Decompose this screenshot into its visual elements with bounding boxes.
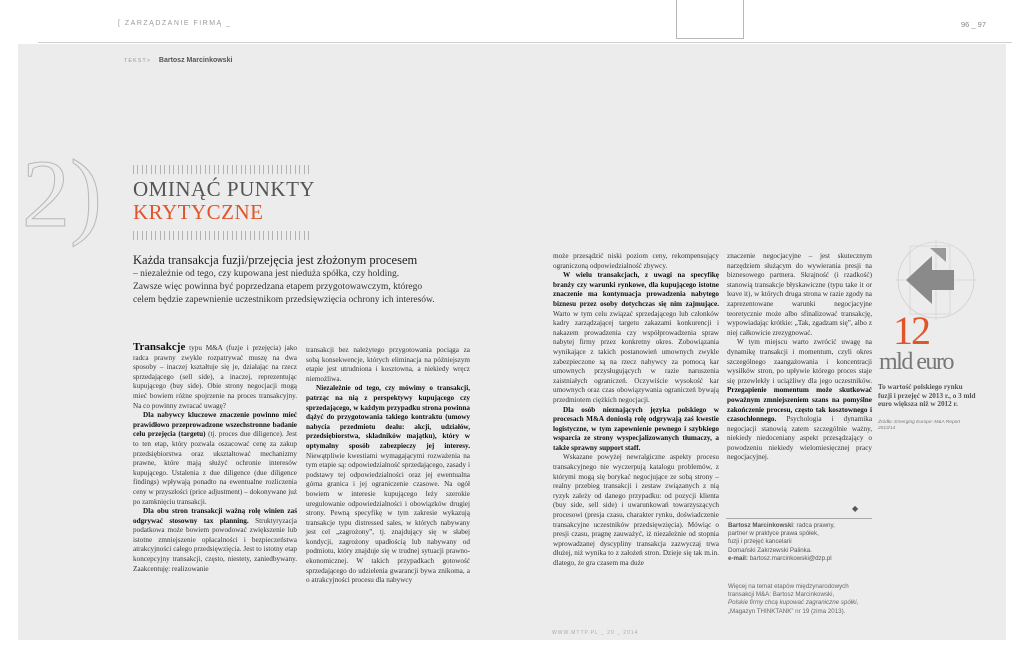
title-line-2: KRYTYCZNE	[133, 200, 264, 224]
stat-description: To wartość polskiego rynku fuzji i przejęć w 2013 r., o 3 mld euro większa niż w 2012 r.	[878, 383, 976, 409]
c1-p2-bold: Dla nabywcy kluczowe znaczenie powinno mieć prawidłowo przeprowadzone wszechstronne badanie celu przejęcia (targetu)	[133, 411, 297, 439]
c1-lead-word: Transakcje	[133, 341, 186, 353]
more-line-3: Polskie firmy chcą kupować zagraniczne spółki,	[728, 599, 859, 607]
more-line-2: transakcji M&A: Bartosz Marcinkowski,	[728, 591, 835, 599]
end-mark: ◆	[852, 504, 859, 513]
text-column-4	[727, 252, 872, 463]
bio-email-line	[728, 555, 878, 563]
c3-p2-text: Warto w tym celu związać sprzedającego lub członków kadry zarządzającej targetu zakazami konkurencji i nakazem prowadzenia czy współprowadzenia spraw nabytej firmy przez konkretny okres. Zobowiązania wynikające z takich postanowień umownych zwykle zabezpieczone są na rzecz nabywcy za pomocą kar umownych przysługujących w razie naruszenia zaistniałych ograniczeń. Oczywiście wysokość kar umownych oraz czas obowiązywania ograniczeń bywają przedmiotem ciężkich negocjacji.	[553, 309, 719, 404]
title-stripes-top	[133, 165, 311, 174]
c1-p3-bold: Dla obu stron transakcji ważną rolę winien zaś odgrywać stosowny tax planning.	[133, 507, 297, 525]
text-column-1	[133, 343, 297, 574]
c1-p2-text: (tj. proces due diligence). Jest to ten etap, który pozwala oszacować cenę za zakup przedsiębiorstwa oraz ukształtować mechanizmy prawne, które mają służyć ochronie interesów kupującego. Ustalenia z due diligence (due diligence findings) wpływają ponadto na ewentualne rozliczenia ceny w przyszłości (price adjustment) – dokonywane już po zamknięciu transakcji.	[133, 430, 297, 506]
lead	[133, 252, 463, 307]
bio-line-1	[728, 522, 878, 530]
c3-paragraph-1: może przesądzić niski poziom ceny, rekompensujący ograniczoną odpowiedzialność zbywcy.	[553, 252, 719, 270]
c2-paragraph-2	[306, 384, 470, 585]
bio-email: bartosz.marcinkowski@dzp.pl	[749, 554, 832, 562]
c4-p2-text: W tym miejscu warto zwrócić uwagę na dynamikę transakcji i momentum, czyli okres szczególnego zaangażowania i koncentracji wysiłków stron, po upływie którego proces staje się przewlekły i uciążliwy dla jego uczestników.	[727, 338, 872, 385]
c4-paragraph-1: znaczenie negocjacyjne – jest skutecznym narzędziem służącym do wywierania presji na biznesowego partnera. Skrajność (i rzadkość) stanowią transakcje błyskawiczne (typu take it or leave it), w których druga strona w razie zgody na zaprezentowane warunki negocjacyjne teoretycznie może albo sfinalizować transakcję, wypowiadając krótkie: „Tak, zgadzam się”, albo z niej całkowicie zrezygnować.	[727, 252, 872, 337]
stat-number: 12	[893, 308, 929, 353]
c3-paragraph-4: Wskazane powyżej newralgiczne aspekty procesu transakcyjnego nie wyczerpują katalogu problemów, z którymi mogą się borykać negocjujące ze sobą strony – realny przebieg transakcji i zestaw związanych z nią ryzyk zależy od danego przypadku: od pozycji klienta (buy side, sell side) i uwarunkowań towarzyszących procesowi (presja czasu, charakter rynku, doświadczenie transakcyjne uczestników przedsięwzięcia). Mówiąc o presji czasu, pragnę zauważyć, iż niezależnie od stopnia wprowadzanej dyscypliny transakcja zazwyczaj trwa dłużej, niż wynika to z założeń stron. Dzieje się tak m.in. dlatego, że gra czasem ma duże	[553, 453, 719, 567]
more-line-4: „Magazyn THINKTANK” nr 19 (zima 2013).	[728, 607, 846, 615]
c1-paragraph-1	[133, 343, 297, 411]
bio-name: Bartosz Marcinkowski	[728, 522, 793, 529]
c4-paragraph-2	[727, 338, 872, 463]
page-numbers: 96 _ 97	[960, 20, 986, 29]
c1-paragraph-3	[133, 507, 297, 574]
article-title	[133, 178, 315, 224]
more-line-1: Więcej na temat etapów międzynarodowych	[728, 583, 849, 590]
lead-line-4: celem będzie zapewnienie uczestnikom przedsięwzięcia ochrony ich interesów.	[133, 295, 435, 305]
footer: WWW.MTTP.PL _ 20 _ 2014	[552, 630, 639, 636]
bio-desc-1: : radca prawny,	[793, 522, 835, 529]
article-number-text: 2)	[22, 140, 102, 247]
further-reading	[728, 583, 878, 616]
lead-line-3: Zawsze więc powinna być poprzedzana etapem przygotowawczym, którego	[133, 282, 423, 292]
c1-p3-text: Struktyryzacja podatkowa może bowiem powodować zwiększenie lub istotne zmniejszenie opłacalności i bezpieczeństwa atrakcyjności całego przedsięwzięcia. Jest to istotny etap koncepcyjny transakcji, często, niestety, zaniedbywany. Zaakcentuję: realizowanie	[133, 516, 297, 573]
c3-paragraph-3	[553, 406, 719, 454]
lead-line-2: – niezależnie od tego, czy kupowana jest nieduża spółka, czy holding.	[133, 269, 400, 279]
article-number	[22, 140, 102, 247]
byline-label: TEKST>	[124, 58, 151, 64]
author-bio	[728, 522, 878, 563]
c4-p2-bold: Przegapienie momentum może skutkować poważnym zmniejszeniem szans na pomyślne zakończenie procesu, często tak kosztownego i czasochłonnego.	[727, 386, 872, 424]
bio-line-2: partner w praktyce prawa spółek,	[728, 530, 819, 538]
c3-p2-bold: W wielu transakcjach, z uwagi na specyfikę branży czy warunki rynkowe, dla kupującego istotne znaczenie ma kontynuacja prowadzenia nabytego biznesu przez osoby dotychczas się nim zajmujące.	[553, 271, 719, 308]
c1-p1-text: typu M&A (fuzje i przejęcia) jako radca prawny zwykle rozpatrywać muszę na dwa sposoby – inaczej kształtuje się je, działając na rzecz sprzedającego (sell side), a inaczej, reprezentując kupującego (buy side). Obie strony negocjacji mogą mieć bowiem różne spojrzenie na proces transakcyjny. Na co powinny zwracać uwagę?	[133, 344, 298, 410]
stat-unit: mld euro	[879, 349, 953, 375]
section-label: [ ZARZĄDZANIE FIRMĄ _	[118, 20, 232, 27]
c1-paragraph-2	[133, 411, 297, 507]
title-stripes-bottom	[133, 231, 311, 240]
bio-email-label: e-mail:	[728, 554, 748, 562]
title-line-1: OMINĄĆ PUNKTY	[133, 177, 316, 201]
c2-p2-text: Niewątpliwie kwestiami wymagającymi rozważenia na tym etapie są: odpowiedzialność sprzedającego, zasady i podstawy tej odpowiedzialności oraz jej ewentualna górna granica i jej ograniczenie czasowe. Na ogół bowiem w interesie kupującego leży szerokie uregulowanie odpowiedzialności i obowiązków drugiej strony. Pewną specyfikę w tym zakresie wykazują transakcje typu distressed sales, w których nabywany jest cel „zagrożony”, tj. znajdujący się w słabej kondycji, zagrożony upadłością lub nabywany od podmiotu, który znajduje się w trudnej sytuacji prawno-ekonomicznej. W takich przypadkach gotowość sprzedającego do udzielenia gwarancji bywa znikoma, a o atrakcyjności procesu dla nabywcy	[306, 451, 470, 585]
c3-p3-bold: Dla osób nieznających języka polskiego w procesach M&A doniosłą rolę odgrywają zaś kwestie logistyczne, w tym zapewnienie pewnego i szybkiego wsparcia ze strony wyspecjalizowanych tłumaczy, a także sprawny support staff.	[553, 405, 719, 452]
bio-rule	[726, 518, 872, 519]
byline-author: Bartosz Marcinkowski	[158, 57, 233, 64]
text-column-3	[553, 252, 719, 569]
stat-source: Źródło: Emerging Europe: M&A Report 2013/14	[878, 420, 961, 431]
c2-p2-bold: Niezależnie od tego, czy mówimy o transakcji, patrząc na nią z perspektywy kupującego czy sprzedającego, w każdym przypadku strona powinna dążyć do przygotowania takiego kontraktu (umowy nabycia przedmiotu dealu: akcji, udziałów, przedsiębiorstwa, składników majątku), który w optymalny sposób zabezpieczy jej interesy.	[306, 384, 470, 450]
c3-paragraph-2	[553, 271, 719, 405]
text-column-2	[306, 346, 470, 586]
header-rule	[38, 42, 1012, 43]
page-tab-box	[676, 0, 744, 39]
c2-paragraph-1: transakcji bez należytego przygotowania pociąga za sobą konsekwencje, których eliminacja na późniejszym etapie jest utrudniona i kosztowna, a niekiedy wręcz niemożliwa.	[306, 346, 470, 383]
byline	[124, 57, 232, 64]
c4-p2-end: Psychologia i dynamika negocjacji stanowią zatem szczególnie ważny, niekiedy niedoceniany aspekt przesądzający o powodzeniu niekiedy wielomiesięcznej pracy negocjacyjnej.	[727, 415, 873, 462]
bio-line-3: fuzji i przejęć kancelarii	[728, 538, 792, 546]
bio-line-4: Domański Zakrzewski Palinka.	[728, 546, 812, 554]
lead-heading: Każda transakcja fuzji/przejęcia jest złożonym procesem	[133, 253, 418, 267]
